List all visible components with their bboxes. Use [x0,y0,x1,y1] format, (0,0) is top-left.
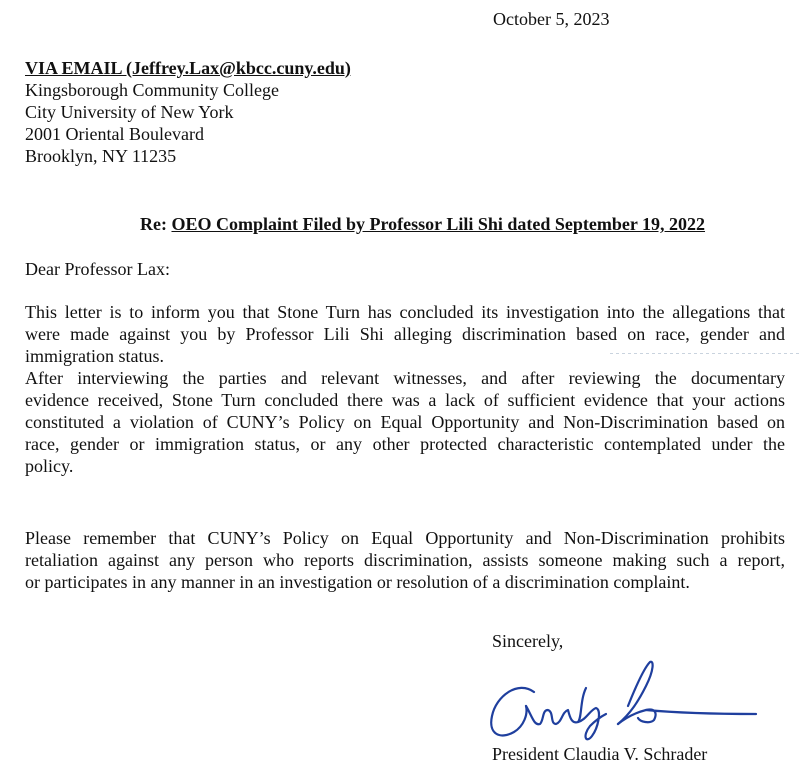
paragraph-line: were made against you by Professor Lili Shi alleging discrimination based on race, gender and [25,324,785,344]
address-line: Brooklyn, NY 11235 [25,146,177,166]
paragraph-findings [25,367,785,477]
paragraph-line: This letter is to inform you that Stone Turn has concluded its investigation into the allegations that [25,302,785,322]
paragraph-line: After interviewing the parties and relevant witnesses, and after reviewing the documentary [25,368,785,388]
signature-stroke [526,688,586,724]
signature-stroke [618,709,656,724]
paragraph-line: constituted a violation of CUNY’s Policy on Equal Opportunity and Non-Discrimination based on [25,412,785,432]
subject-text: OEO Complaint Filed by Professor Lili Shi dated September 19, 2022 [171,214,706,234]
signature-stroke [491,688,534,736]
address-line: 2001 Oriental Boulevard [25,124,204,144]
paragraph-line: Please remember that CUNY’s Policy on Equal Opportunity and Non-Discrimination prohibits [25,528,785,548]
paragraph-line: evidence received, Stone Turn concluded there was a lack of sufficient evidence that your actions [25,390,785,410]
subject-label: Re: [140,214,167,234]
signer-name: President Claudia V. Schrader [492,744,708,764]
salutation: Dear Professor Lax: [25,259,170,279]
paragraph-line: retaliation against any person who reports discrimination, assists someone making such a report, [25,550,785,570]
address-line: City University of New York [25,102,234,122]
paragraph-line: policy. [25,456,74,476]
closing: Sincerely, [492,631,564,651]
paragraph-retaliation [25,527,785,593]
scan-artifact-line [610,353,799,354]
via-email-line: VIA EMAIL (Jeffrey.Lax@kbcc.cuny.edu) [25,58,351,78]
signature-stroke [646,710,756,714]
paragraph-line: immigration status. [25,346,164,366]
paragraph-line: or participates in any manner in an investigation or resolution of a discrimination complaint. [25,572,690,592]
letter-date: October 5, 2023 [493,9,610,29]
paragraph-line: race, gender or immigration status, or any other protected characteristic contemplated under the [25,434,785,454]
signature-stroke [578,708,606,739]
address-line: Kingsborough Community College [25,80,279,100]
signature-strokes [491,662,756,740]
recipient-address [25,79,279,167]
subject-line [140,213,705,235]
paragraph-notice [25,301,785,367]
